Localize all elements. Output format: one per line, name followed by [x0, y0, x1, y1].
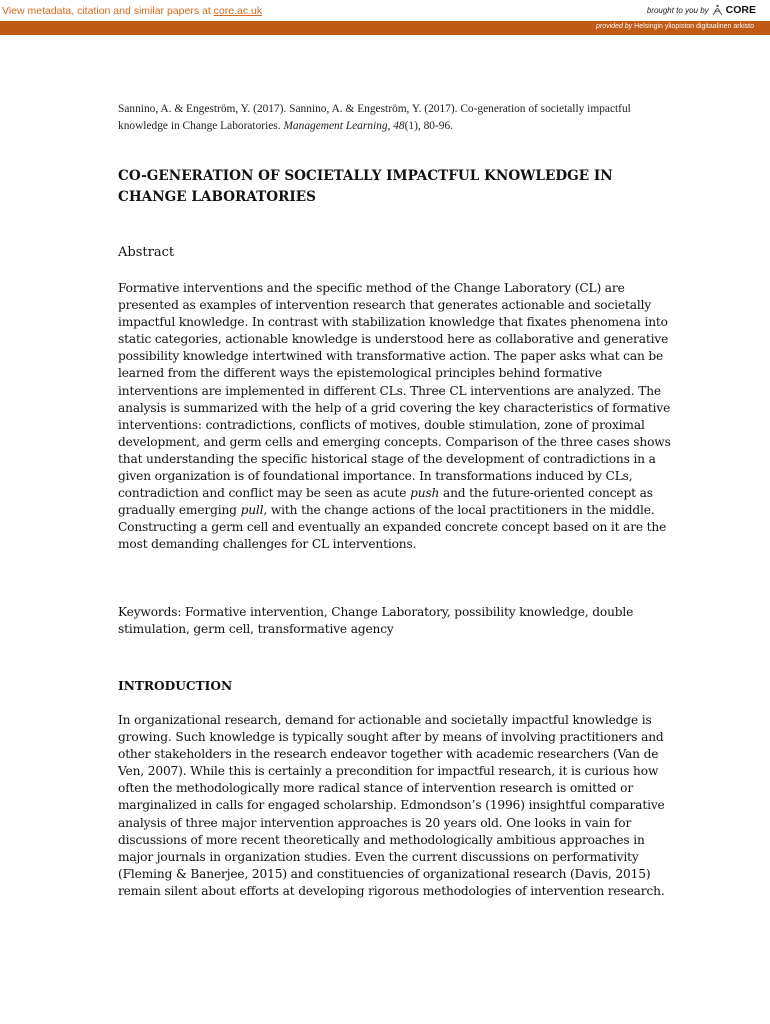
core-provided-by[interactable] [596, 23, 754, 30]
abstract-part-3: with the change actions of the local practitioners in the middle. Constructing a germ cell and eventually an expanded concrete concept based on it are the most demanding challenges for CL interventions. [118, 503, 667, 552]
core-link[interactable]: core.ac.uk [213, 5, 263, 17]
provider-name: Helsingin yliopiston digitaalinen arkisto [634, 23, 754, 30]
abstract-part-1: Formative interventions and the specific method of the Change Laboratory (CL) are presented as examples of intervention research that generates actionable and societally impactful knowledge. In contrast with stabilization knowledge that fixates phenomena into static categories, actionable knowledge is understood here as collaborative and generative possibility knowledge intertwined with transformative action. The paper asks what can be learned from the different ways the epistemological principles behind formative interventions are implemented in different CLs. Three CL interventions are analyzed. The analysis is summarized with the help of a grid covering the key characteristics of formative interventions: contradictions, conflicts of motives, double stimulation, zone of proximal development, and germ cells and emerging concepts. Comparison of the three cases shows that understanding the specific historical stage of the development of contradictions in a given organization is of foundational importance. In transformations induced by CLs, contradiction and conflict may be seen as acute [118, 281, 671, 501]
core-brand[interactable]: CORE [725, 4, 756, 16]
abstract-pull: pull, [240, 503, 268, 518]
paper-title [118, 166, 678, 208]
brought-to-you-label: brought to you by [646, 5, 709, 15]
core-provider-bar [0, 21, 770, 35]
core-metadata-line [2, 5, 262, 17]
core-brought-by [647, 4, 756, 16]
abstract-part-2: and the future-oriented concept as gradually emerging [118, 486, 653, 518]
core-link-prefix: View metadata, citation and similar papers at [2, 5, 214, 17]
core-logo-icon [712, 4, 723, 16]
introduction-heading: INTRODUCTION [118, 679, 233, 693]
abstract-text [118, 280, 678, 554]
provided-by-label: provided by [595, 23, 633, 30]
citation [118, 101, 678, 135]
abstract-heading: Abstract [118, 245, 175, 260]
keywords: Keywords: Formative intervention, Change Laboratory, possibility knowledge, double stimulation, germ cell, transformative agency [118, 605, 634, 637]
core-banner [0, 0, 770, 21]
title-line-1: CO-GENERATION OF SOCIETALLY IMPACTFUL KNOWLEDGE IN [118, 168, 613, 184]
abstract-push: push [410, 486, 440, 501]
introduction-text: In organizational research, demand for actionable and societally impactful knowledge is growing. Such knowledge is typically sought after by means of involving practitioners and other stakeholders in the research endeavor together with academic researchers (Van de Ven, 2007). While this is certainly a precondition for impactful research, it is curious how often the methodologically more radical stance of intervention research is omitted or marginalized in calls for engaged scholarship. Edmondson’s (1996) insightful comparative analysis of three major intervention approaches is 20 years old. One looks in vain for discussions of more recent theoretically and methodologically ambitious approaches in major journals in organization studies. Even the current discussions on performativity (Fleming & Banerjee, 2015) and constituencies of organizational research (Davis, 2015) remain silent about efforts at developing rigorous methodologies of intervention research. [118, 713, 665, 898]
citation-text: Sannino, A. & Engeström, Y. (2017). Sannino, A. & Engeström, Y. (2017). Co-generation of societally impactful knowledge in Change Laboratories. [118, 103, 631, 132]
citation-issue-pages: (1), 80-96. [404, 120, 454, 132]
citation-journal: Management Learning, 48 [283, 120, 405, 132]
title-line-2: CHANGE LABORATORIES [118, 189, 316, 205]
